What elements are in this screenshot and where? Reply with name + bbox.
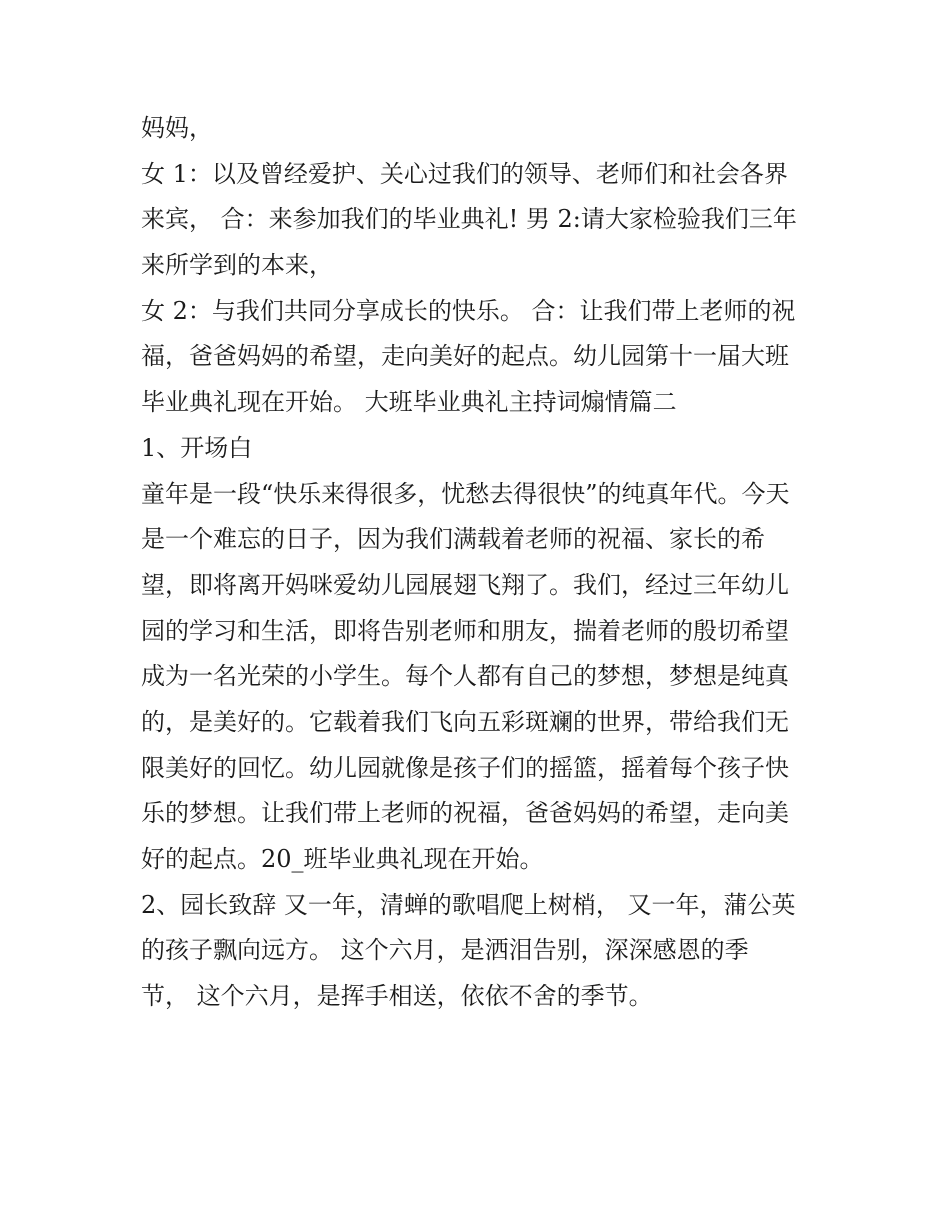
- text-line: 的，是美好的。它载着我们飞向五彩斑斓的世界，带给我们无: [141, 707, 789, 736]
- text-line: 好的起点。20_班毕业典礼现在开始。: [141, 845, 544, 873]
- text-line: 妈妈，: [141, 114, 213, 142]
- text-line: 乐的梦想。让我们带上老师的祝福，爸爸妈妈的希望，走向美: [141, 799, 789, 828]
- text-line: 望，即将离开妈咪爱幼儿园展翅飞翔了。我们，经过三年幼儿: [141, 570, 789, 599]
- text-line: 福，爸爸妈妈的希望，走向美好的起点。幼儿园第十一届大班: [141, 342, 789, 371]
- text-line: 童年是一段“快乐来得很多，忧愁去得很快”的纯真年代。今天: [141, 479, 790, 508]
- text-line: 来所学到的本来，: [141, 251, 333, 280]
- section-heading: 1、开场白: [141, 433, 253, 462]
- text-line: 限美好的回忆。幼儿园就像是孩子们的摇篮，摇着每个孩子快: [141, 753, 789, 782]
- text-line: 是一个难忘的日子，因为我们满载着老师的祝福、家长的希: [141, 525, 765, 554]
- text-line: 女 1：以及曾经爱护、关心过我们的领导、老师们和社会各界: [141, 159, 788, 188]
- text-line: 成为一名光荣的小学生。每个人都有自己的梦想，梦想是纯真: [141, 662, 789, 691]
- document-body: [141, 106, 821, 1020]
- text-line: 女 2：与我们共同分享成长的快乐。 合：让我们带上老师的祝: [141, 296, 796, 325]
- text-line: 节， 这个六月，是挥手相送，依依不舍的季节。: [141, 982, 653, 1011]
- text-line: 来宾， 合：来参加我们的毕业典礼! 男 2:请大家检验我们三年: [141, 205, 797, 234]
- text-line: 的孩子飘向远方。 这个六月，是洒泪告别，深深感恩的季: [141, 936, 749, 965]
- text-line: 园的学习和生活，即将告别老师和朋友，揣着老师的殷切希望: [141, 616, 789, 645]
- text-line: 毕业典礼现在开始。 大班毕业典礼主持词煽情篇二: [141, 388, 677, 417]
- section-heading: 2、园长致辞 又一年，清蝉的歌唱爬上树梢， 又一年，蒲公英: [141, 890, 796, 919]
